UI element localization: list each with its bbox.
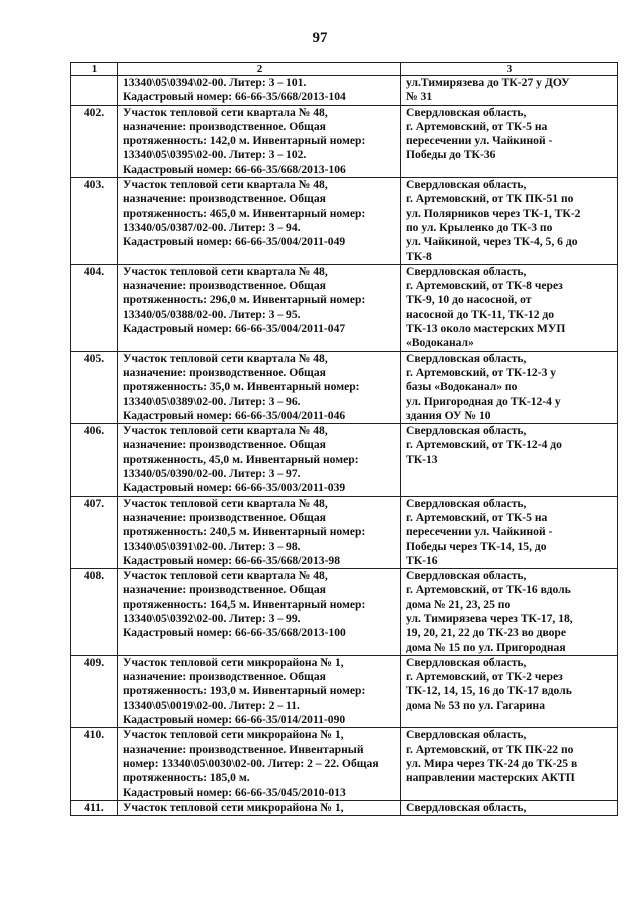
location-line: дома № 15 по ул. Пригородная	[406, 640, 566, 654]
row-number: 404.	[71, 264, 118, 351]
location-line: г. Артемовский, от ТК-16 вдоль	[406, 583, 571, 597]
table-row	[71, 728, 618, 800]
location-line: Свердловская область,	[406, 105, 527, 119]
location-line: ул. Полярников через ТК-1, ТК-2	[406, 206, 581, 220]
description-line: Кадастровый номер: 66-66-35/668/2013-106	[123, 162, 346, 176]
location-line: ул. Пригородная до ТК-12-4 у	[406, 394, 561, 408]
description-line: протяженность: 35,0 м. Инвентарный номер:	[123, 380, 360, 394]
description-line: 13340\05\0392\02-00. Литер: 3 – 99.	[123, 611, 301, 625]
object-description	[118, 800, 401, 815]
table-row	[71, 569, 618, 656]
description-line: 13340\05\0019\02-00. Литер: 2 – 11.	[123, 698, 300, 712]
description-line: 13340\05\0391\02-00. Литер: 3 – 98.	[123, 539, 301, 553]
description-line: Участок тепловой сети микрорайона № 1,	[123, 728, 344, 742]
description-line: протяженность: 465,0 м. Инвентарный номер:	[123, 206, 366, 220]
object-description	[118, 264, 401, 351]
location-line: ТК-8	[406, 249, 432, 263]
row-number: 408.	[71, 569, 118, 656]
location-line: ТК-9, 10 до насосной, от	[406, 293, 532, 307]
location-line: г. Артемовский, от ТК-12-4 до	[406, 438, 562, 452]
location-line: направлении мастерских АКТП	[406, 771, 575, 785]
location-line: Свердловская область,	[406, 178, 527, 192]
row-number: 406.	[71, 424, 118, 496]
location-line: здания ОУ № 10	[406, 408, 491, 422]
location-line: г. Артемовский, от ТК-5 на	[406, 119, 548, 133]
object-description	[118, 728, 401, 800]
column-header-description: 2	[118, 63, 401, 76]
object-description	[118, 178, 401, 265]
location-line: ул. Мира через ТК-24 до ТК-25 в	[406, 756, 578, 770]
row-number: 403.	[71, 178, 118, 265]
table-row	[71, 264, 618, 351]
column-header-location: 3	[401, 63, 618, 76]
object-location	[401, 424, 618, 496]
property-registry-table	[70, 62, 618, 816]
location-line: ТК-13	[406, 452, 438, 466]
location-line: Свердловская область,	[406, 351, 527, 365]
location-line: ул.Тимирязева до ТК-27 у ДОУ	[406, 76, 570, 89]
location-line: г. Артемовский, от ТК-2 через	[406, 670, 563, 684]
table-row	[71, 800, 618, 815]
location-line: ул. Тимирязева через ТК-17, 18,	[406, 611, 573, 625]
description-line: Кадастровый номер: 66-66-35/004/2011-049	[123, 235, 346, 249]
location-line: дома № 53 по ул. Гагарина	[406, 698, 545, 712]
column-header-number: 1	[71, 63, 118, 76]
location-line: Свердловская область,	[406, 569, 527, 583]
location-line: Свердловская область,	[406, 655, 527, 669]
object-location	[401, 800, 618, 815]
table-row	[71, 105, 618, 177]
location-line: «Водоканал»	[406, 336, 474, 350]
location-line: насосной до ТК-11, ТК-12 до	[406, 307, 555, 321]
location-line: Победы до ТК-36	[406, 148, 496, 162]
location-line: дома № 21, 23, 25 по	[406, 597, 511, 611]
location-line: Победы через ТК-14, 15, до	[406, 539, 547, 553]
description-line: 13340/05/0388/02-00. Литер: 3 – 95.	[123, 307, 301, 321]
description-line: назначение: производственное. Общая	[123, 119, 326, 133]
description-line: 13340\05\0395\02-00. Литер: 3 – 102.	[123, 148, 307, 162]
description-line: протяженность: 185,0 м.	[123, 771, 250, 785]
description-line: Участок тепловой сети квартала № 48,	[123, 424, 328, 438]
object-description	[118, 76, 401, 106]
location-line: Свердловская область,	[406, 264, 527, 278]
table-row	[71, 178, 618, 265]
object-location	[401, 105, 618, 177]
description-line: 13340/05/0390/02-00. Литер: 3 – 97.	[123, 467, 301, 481]
description-line: протяженность: 193,0 м. Инвентарный номер:	[123, 684, 366, 698]
location-line: пересечении ул. Чайкиной -	[406, 525, 553, 539]
location-line: № 31	[406, 90, 433, 104]
location-line: ТК-12, 14, 15, 16 до ТК-17 вдоль	[406, 684, 572, 698]
location-line: Свердловская область,	[406, 424, 527, 438]
object-description	[118, 351, 401, 423]
object-location	[401, 178, 618, 265]
table-header-row	[71, 63, 618, 76]
description-line: назначение: производственное. Общая	[123, 583, 326, 597]
description-line: назначение: производственное. Общая	[123, 192, 326, 206]
description-line: протяженность: 142,0 м. Инвентарный номер:	[123, 134, 366, 148]
location-line: ул. Чайкиной, через ТК-4, 5, 6 до	[406, 235, 578, 249]
object-description	[118, 496, 401, 568]
description-line: Кадастровый номер: 66-66-35/004/2011-047	[123, 322, 346, 336]
object-location	[401, 728, 618, 800]
object-description	[118, 569, 401, 656]
location-line: Свердловская область,	[406, 496, 527, 510]
location-line: г. Артемовский, от ТК ПК-51 по	[406, 192, 574, 206]
table-row	[71, 655, 618, 727]
object-location	[401, 351, 618, 423]
location-line: ТК-13 около мастерских МУП	[406, 322, 566, 336]
table-row	[71, 424, 618, 496]
location-line: ТК-16	[406, 553, 438, 567]
location-line: г. Артемовский, от ТК-5 на	[406, 510, 548, 524]
description-line: назначение: производственное. Общая	[123, 279, 326, 293]
description-line: Участок тепловой сети квартала № 48,	[123, 569, 328, 583]
description-line: протяженность, 45,0 м. Инвентарный номер:	[123, 452, 359, 466]
description-line: назначение: производственное. Общая	[123, 365, 326, 379]
description-line: Участок тепловой сети микрорайона № 1,	[123, 655, 344, 669]
description-line: Кадастровый номер: 66-66-35/668/2013-100	[123, 626, 346, 640]
table-row	[71, 496, 618, 568]
location-line: пересечении ул. Чайкиной -	[406, 134, 553, 148]
location-line: Свердловская область,	[406, 728, 527, 742]
description-line: протяженность: 240,5 м. Инвентарный номер:	[123, 525, 366, 539]
object-location	[401, 76, 618, 106]
description-line: Участок тепловой сети квартала № 48,	[123, 178, 328, 192]
description-line: назначение: производственное. Инвентарный	[123, 742, 364, 756]
row-number: 411.	[71, 800, 118, 815]
row-number: 410.	[71, 728, 118, 800]
location-line: г. Артемовский, от ТК-8 через	[406, 279, 563, 293]
description-line: Кадастровый номер: 66-66-35/003/2011-039	[123, 481, 346, 495]
table-row	[71, 76, 618, 106]
description-line: протяженность: 296,0 м. Инвентарный номер:	[123, 293, 366, 307]
location-line: по ул. Крыленко до ТК-3 по	[406, 220, 553, 234]
object-location	[401, 655, 618, 727]
description-line: Участок тепловой сети квартала № 48,	[123, 264, 328, 278]
description-line: Участок тепловой сети квартала № 48,	[123, 351, 328, 365]
row-number	[71, 76, 118, 106]
description-line: 13340/05/0387/02-00. Литер: 3 – 94.	[123, 220, 301, 234]
location-line: 19, 20, 21, 22 до ТК-23 во дворе	[406, 626, 567, 640]
object-location	[401, 496, 618, 568]
description-line: Кадастровый номер: 66-66-35/668/2013-98	[123, 553, 341, 567]
description-line: Кадастровый номер: 66-66-35/668/2013-104	[123, 90, 346, 104]
location-line: Свердловская область,	[406, 800, 527, 814]
description-line: Кадастровый номер: 66-66-35/045/2010-013	[123, 785, 346, 799]
description-line: Кадастровый номер: 66-66-35/004/2011-046	[123, 408, 346, 422]
location-line: г. Артемовский, от ТК-12-3 у	[406, 365, 557, 379]
object-location	[401, 264, 618, 351]
description-line: Участок тепловой сети микрорайона № 1,	[123, 800, 344, 814]
description-line: 13340\05\0389\02-00. Литер: 3 – 96.	[123, 394, 301, 408]
description-line: номер: 13340\05\0030\02-00. Литер: 2 – 22. Общая	[123, 756, 379, 770]
row-number: 405.	[71, 351, 118, 423]
row-number: 407.	[71, 496, 118, 568]
table-row	[71, 351, 618, 423]
description-line: Участок тепловой сети квартала № 48,	[123, 105, 328, 119]
description-line: 13340\05\0394\02-00. Литер: 3 – 101.	[123, 76, 307, 89]
page-number: 97	[312, 30, 328, 46]
row-number: 409.	[71, 655, 118, 727]
description-line: Кадастровый номер: 66-66-35/014/2011-090	[123, 713, 346, 727]
description-line: назначение: производственное. Общая	[123, 438, 326, 452]
object-description	[118, 655, 401, 727]
object-location	[401, 569, 618, 656]
row-number: 402.	[71, 105, 118, 177]
location-line: базы «Водоканал» по	[406, 380, 518, 394]
location-line: г. Артемовский, от ТК ПК-22 по	[406, 742, 574, 756]
object-description	[118, 424, 401, 496]
object-description	[118, 105, 401, 177]
description-line: протяженность: 164,5 м. Инвентарный номер:	[123, 597, 366, 611]
description-line: назначение: производственное. Общая	[123, 510, 326, 524]
description-line: Участок тепловой сети квартала № 48,	[123, 496, 328, 510]
description-line: назначение: производственное. Общая	[123, 670, 326, 684]
